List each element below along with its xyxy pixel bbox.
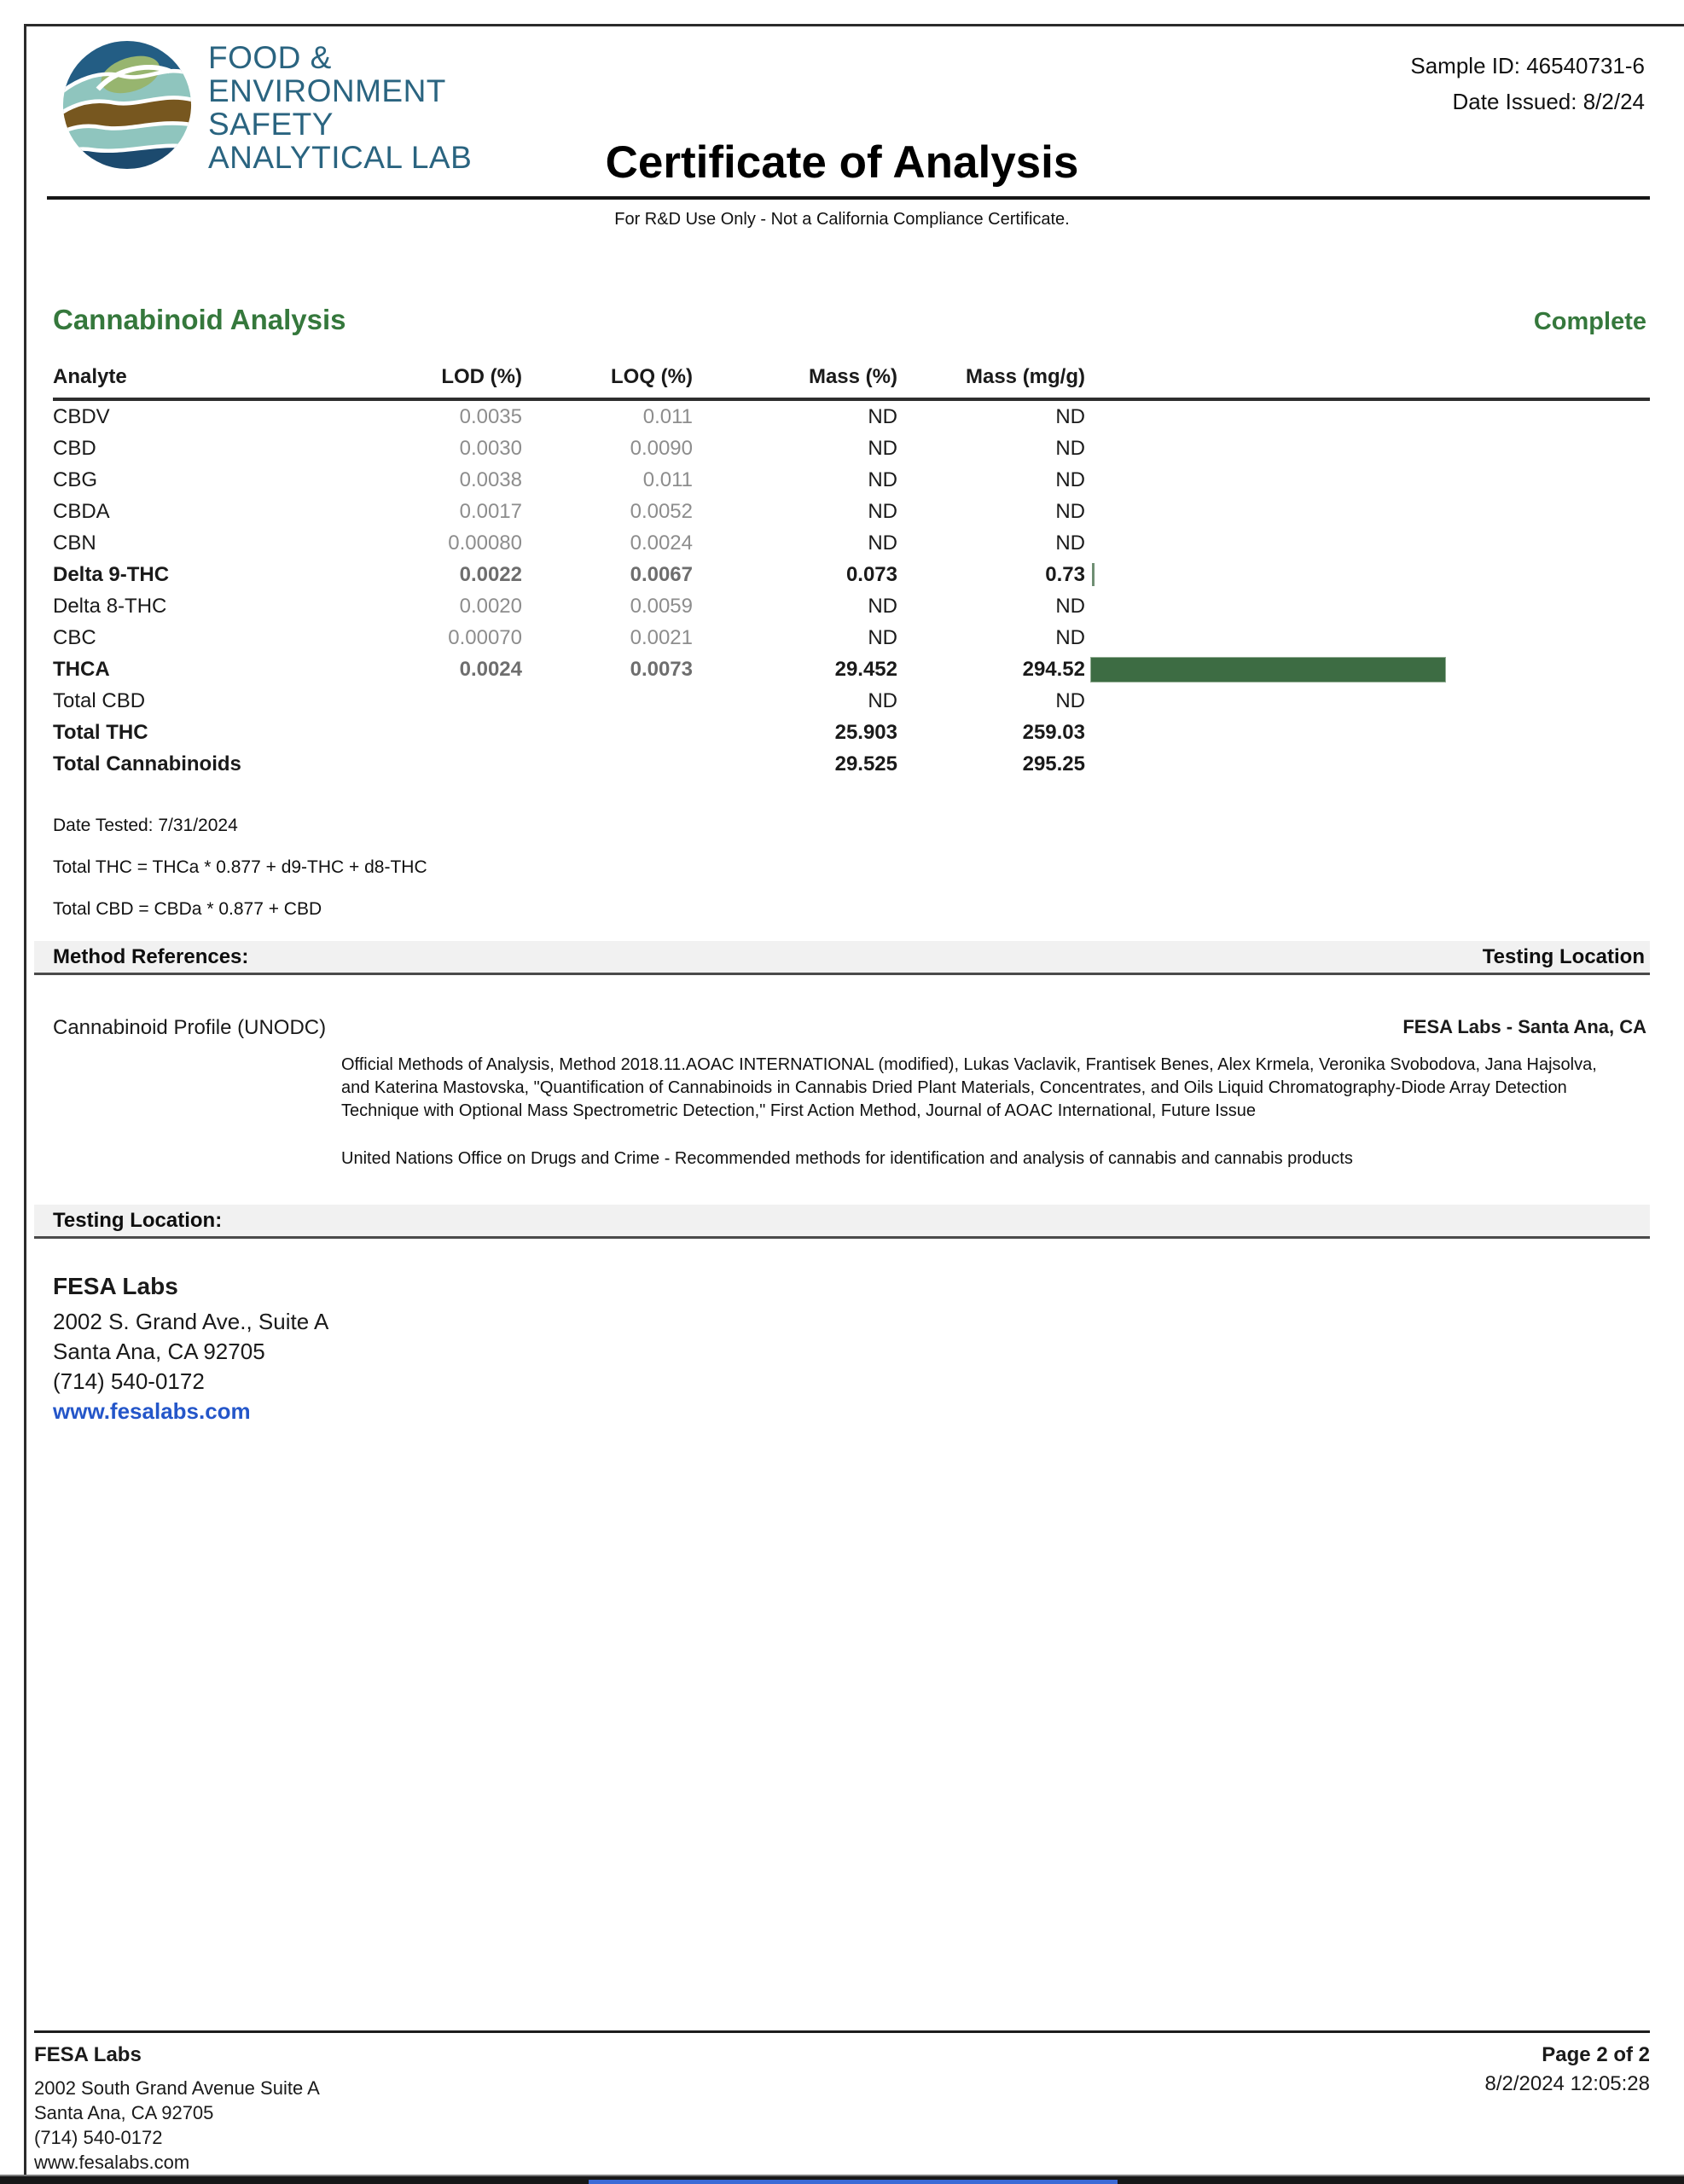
footer-lab-name: FESA Labs: [34, 2043, 142, 2066]
analyte-name: CBDA: [53, 499, 110, 523]
section-title: Cannabinoid Analysis: [53, 304, 346, 335]
table-row: [53, 496, 1650, 527]
lod-value: 0.00080: [448, 531, 522, 555]
analyte-name: CBD: [53, 436, 96, 460]
lod-value: 0.0035: [459, 404, 522, 428]
method-row: [53, 1016, 1650, 1040]
lab-website-link[interactable]: www.fesalabs.com: [53, 1398, 251, 1424]
total-cbd-formula: Total CBD = CBDa * 0.877 + CBD: [53, 899, 322, 919]
analyte-name: Delta 8-THC: [53, 594, 167, 618]
analyte-name: Delta 9-THC: [53, 562, 170, 586]
method-references-label: Method References:: [53, 944, 249, 968]
sample-meta: [1410, 48, 1645, 119]
mass-pct-value: ND: [868, 531, 897, 555]
mass-pct-value: ND: [868, 499, 897, 523]
sample-id: Sample ID: 46540731-6: [1410, 53, 1645, 78]
method-reference-paragraph: United Nations Office on Drugs and Crime - Recommended methods for identification and analysis of cannabis and cannabis products: [341, 1149, 1353, 1168]
lab-address-line: 2002 S. Grand Ave., Suite A: [53, 1309, 329, 1334]
method-references-band: [34, 941, 1650, 975]
bar-zone: [1085, 464, 1650, 496]
footer-page-info: [1484, 2043, 1650, 2175]
method-reference-paragraph: Official Methods of Analysis, Method 2018.11.AOAC INTERNATIONAL (modified), Lukas Vaclavik, Frantisek Benes, Alex Krmela, Veronika Svobodova, Jana Hajsolva, and Katerina Mastovska, "Quantification of Cannabinoids in Cannabis Dried Plant Materials, Concentrates, and Oils Liquid Chromatography-Diode Array Detection Technique with Optional Mass Spectrometric Detection," First Action Method, Journal of AOAC International, Future Issue: [341, 1055, 1597, 1120]
loq-value: 0.0021: [630, 625, 693, 649]
table-row: [53, 590, 1650, 622]
col-header-loq: LOQ (%): [611, 365, 693, 388]
testing-location-label: Testing Location: [1482, 944, 1645, 968]
testing-location-block: [53, 1273, 1650, 1426]
mass-mgg-value: 294.52: [1022, 657, 1085, 681]
loq-value: 0.0090: [630, 436, 693, 460]
title-divider: [47, 196, 1650, 200]
table-row: [53, 433, 1650, 464]
status-badge: Complete: [1533, 308, 1646, 335]
logo-line: ANALYTICAL LAB: [208, 139, 473, 175]
viewer-scroll-indicator: [589, 2180, 1118, 2184]
logo-line: FOOD &: [208, 39, 332, 75]
bar-zone: [1085, 496, 1650, 527]
method-name: Cannabinoid Profile (UNODC): [53, 1016, 327, 1039]
mass-mgg-value: ND: [1055, 625, 1085, 649]
loq-value: 0.011: [642, 404, 693, 428]
table-row: [53, 685, 1650, 717]
lab-phone: (714) 540-0172: [53, 1368, 205, 1394]
loq-value: 0.0059: [630, 594, 693, 618]
footer-phone: (714) 540-0172: [34, 2127, 163, 2148]
col-header-mass-pct: Mass (%): [808, 365, 897, 388]
analyte-name: CBN: [53, 531, 96, 555]
mass-mgg-value: ND: [1055, 436, 1085, 460]
mass-pct-value: 29.525: [834, 752, 897, 775]
lod-value: 0.0020: [459, 594, 522, 618]
mass-mgg-value: ND: [1055, 594, 1085, 618]
loq-value: 0.011: [642, 468, 693, 491]
mass-pct-value: ND: [868, 436, 897, 460]
table-row: [53, 527, 1650, 559]
table-row: [53, 401, 1650, 433]
lod-value: 0.0030: [459, 436, 522, 460]
delta9-thc-mass-bar: [1092, 563, 1095, 586]
table-row: [53, 653, 1650, 685]
footer-website: www.fesalabs.com: [34, 2152, 190, 2173]
method-testing-location: FESA Labs - Santa Ana, CA: [1402, 1016, 1646, 1037]
lod-value: 0.0024: [459, 657, 522, 681]
page-number: Page 2 of 2: [1542, 2043, 1650, 2066]
mass-mgg-value: ND: [1055, 688, 1085, 712]
print-timestamp: 8/2/2024 12:05:28: [1484, 2072, 1650, 2095]
mass-mgg-value: ND: [1055, 468, 1085, 491]
mass-pct-value: 0.073: [845, 562, 897, 586]
bar-zone: [1085, 527, 1650, 559]
table-row: [53, 622, 1650, 653]
testing-location-heading: Testing Location:: [53, 1208, 223, 1232]
bar-zone: [1085, 717, 1650, 748]
col-header-analyte: Analyte: [53, 365, 127, 388]
thca-mass-bar: [1090, 657, 1446, 682]
cannabinoid-table-body: [53, 401, 1650, 780]
table-notes: [53, 816, 1650, 920]
bar-zone: [1085, 401, 1650, 433]
lab-name: FESA Labs: [53, 1273, 178, 1299]
mass-pct-value: 29.452: [834, 657, 897, 681]
table-header-row: [53, 365, 1650, 401]
date-tested-note: Date Tested: 7/31/2024: [53, 816, 238, 835]
mass-mgg-value: 295.25: [1022, 752, 1085, 775]
mass-pct-value: ND: [868, 625, 897, 649]
bar-zone: [1085, 748, 1650, 780]
logo-line: ENVIRONMENT: [208, 73, 446, 108]
mass-mgg-value: 0.73: [1045, 562, 1085, 586]
page-footer: [34, 2030, 1650, 2175]
page-border-left: [24, 24, 26, 2184]
lod-value: 0.0038: [459, 468, 522, 491]
method-reference-text: [341, 1054, 1619, 1170]
table-row: [53, 559, 1650, 590]
mass-pct-value: 25.903: [834, 720, 897, 744]
analyte-name: CBG: [53, 468, 98, 491]
analyte-name: CBDV: [53, 404, 110, 428]
footer-address-line: 2002 South Grand Avenue Suite A: [34, 2077, 320, 2099]
bar-zone: [1085, 433, 1650, 464]
loq-value: 0.0052: [630, 499, 693, 523]
analyte-name: Total CBD: [53, 688, 146, 712]
loq-value: 0.0073: [630, 657, 693, 681]
cannabinoid-section-header: [53, 304, 1650, 336]
table-row: [53, 464, 1650, 496]
date-issued: Date Issued: 8/2/24: [1452, 89, 1645, 114]
document-header: [0, 0, 1684, 264]
lod-value: 0.0017: [459, 499, 522, 523]
mass-mgg-value: 259.03: [1022, 720, 1085, 744]
table-row: [53, 748, 1650, 780]
mass-mgg-value: ND: [1055, 404, 1085, 428]
mass-pct-value: ND: [868, 688, 897, 712]
analyte-name: THCA: [53, 657, 110, 681]
mass-mgg-value: ND: [1055, 531, 1085, 555]
lod-value: 0.00070: [448, 625, 522, 649]
page-title: Certificate of Analysis: [605, 137, 1079, 188]
testing-location-band: [34, 1205, 1650, 1239]
logo-line: SAFETY: [208, 106, 334, 142]
bar-zone: [1085, 590, 1650, 622]
mass-pct-value: ND: [868, 468, 897, 491]
bar-zone: [1085, 653, 1650, 685]
mass-mgg-value: ND: [1055, 499, 1085, 523]
compliance-disclaimer: For R&D Use Only - Not a California Compliance Certificate.: [614, 210, 1070, 229]
analyte-name: Total THC: [53, 720, 148, 744]
col-header-mass-mgg: Mass (mg/g): [965, 365, 1085, 388]
loq-value: 0.0067: [630, 562, 693, 586]
loq-value: 0.0024: [630, 531, 693, 555]
mass-pct-value: ND: [868, 404, 897, 428]
main-content: [0, 304, 1684, 1426]
bar-zone: [1085, 685, 1650, 717]
col-header-lod: LOD (%): [441, 365, 522, 388]
analyte-name: CBC: [53, 625, 96, 649]
table-row: [53, 717, 1650, 748]
bar-zone: [1085, 622, 1650, 653]
footer-address-line: Santa Ana, CA 92705: [34, 2102, 214, 2123]
lab-address-line: Santa Ana, CA 92705: [53, 1339, 265, 1364]
analyte-name: Total Cannabinoids: [53, 752, 241, 775]
lod-value: 0.0022: [459, 562, 522, 586]
total-thc-formula: Total THC = THCa * 0.877 + d9-THC + d8-THC: [53, 857, 427, 877]
bar-zone: [1085, 559, 1650, 590]
footer-lab-info: [34, 2043, 320, 2175]
mass-pct-value: ND: [868, 594, 897, 618]
